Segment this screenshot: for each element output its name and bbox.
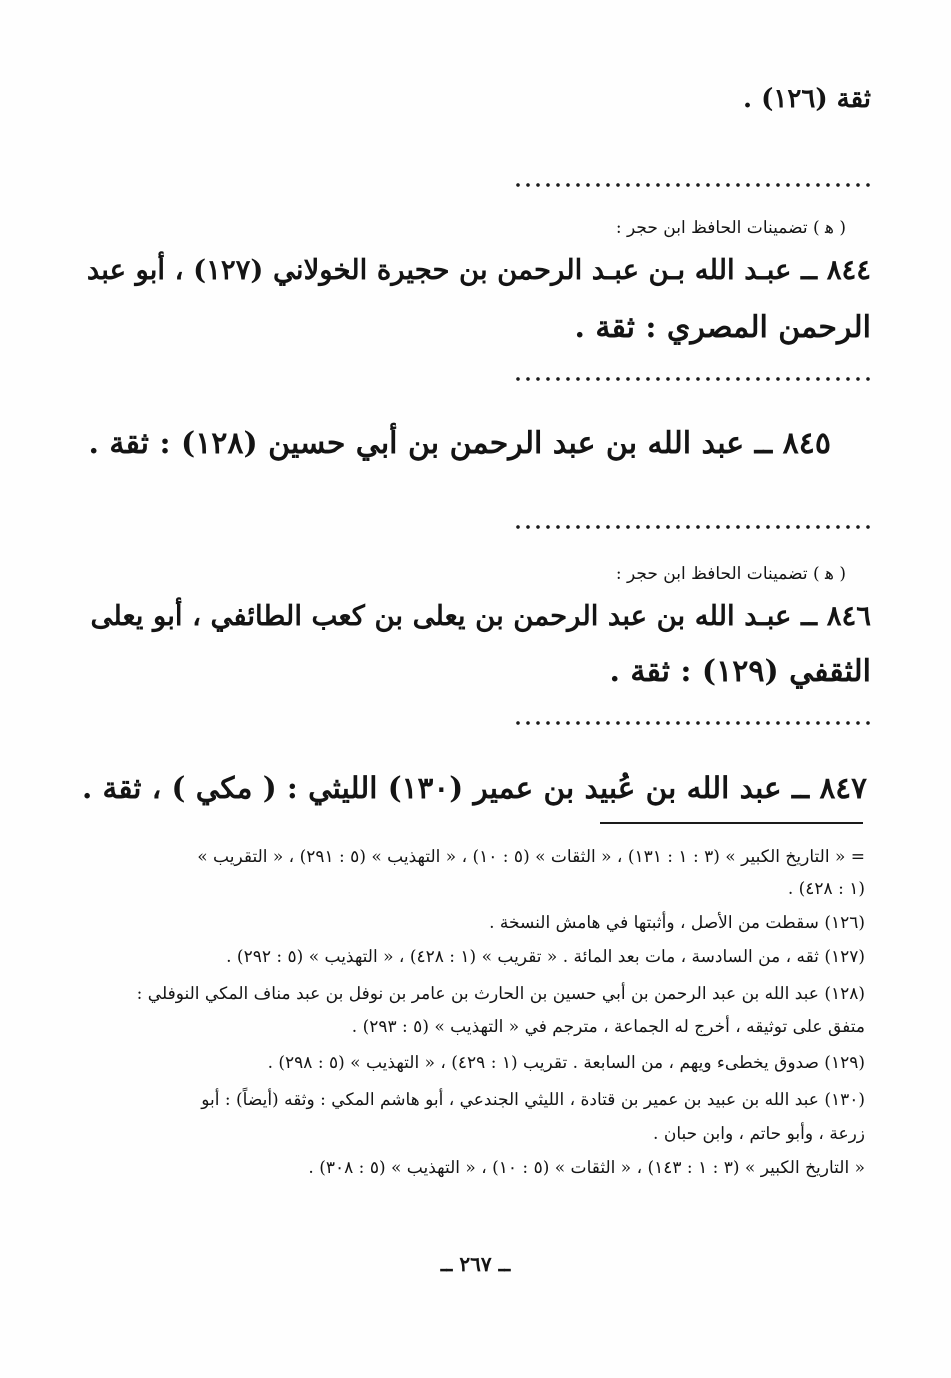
note-label: ( ﻫ ) تضمينات الحافظ ابن حجر : (615, 218, 846, 238)
footnote-continuation-line1: = « التاريخ الكبير » (٣ : ١ : ١٣١) ، « الثقات » (٥ : ١٠) ، « التهذيب » (٥ : ٢٩١) ، « التقريب » (197, 847, 865, 867)
footnote-rule (600, 822, 863, 824)
dotted-separator (513, 525, 873, 529)
footnote-126: (١٢٦) سقطت من الأصل ، وأثبتها في هامش النسخة . (489, 913, 865, 933)
footnote-130-line2: زرعة ، وأبو حاتم ، وابن حبان . (653, 1124, 865, 1144)
entry-845: ٨٤٥ ــ عبد الله بن عبد الرحمن بن أبي حسين (١٢٨) : ثقة . (88, 426, 831, 461)
page-number: ــ ٢٦٧ ــ (440, 1252, 511, 1276)
entry-844-line1: ٨٤٤ ــ عبـد الله بـن عبـد الرحمن بن حجيرة الخولاني (١٢٧) ، أبو عبد (86, 254, 871, 286)
footnote-129: (١٢٩) صدوق يخطىء ويهم ، من السابعة . تقريب (١ : ٤٢٩) ، « التهذيب » (٥ : ٢٩٨) . (267, 1053, 865, 1073)
dotted-separator (513, 721, 873, 725)
continuation-line: ثقة (١٢٦) . (743, 84, 871, 114)
entry-847: ٨٤٧ ــ عبد الله بن عُبيد بن عمير (١٣٠) الليثي : ( مكي ) ، ثقة . (81, 770, 867, 805)
footnote-128-line1: (١٢٨) عبد الله بن عبد الرحمن بن أبي حسين بن الحارث بن عامر بن نوفل بن عبد مناف المكي النوفلي : (136, 984, 865, 1004)
entry-846-line1: ٨٤٦ ــ عبـد الله بن عبد الرحمن بن يعلى بن كعب الطائفي ، أبو يعلى (90, 600, 871, 632)
note-label: ( ﻫ ) تضمينات الحافظ ابن حجر : (615, 564, 846, 584)
footnote-127: (١٢٧) ثقه ، من السادسة ، مات بعد المائة . « تقريب » (١ : ٤٢٨) ، « التهذيب » (٥ : ٢٩٢) . (226, 947, 865, 967)
footnote-130-line3: « التاريخ الكبير » (٣ : ١ : ١٤٣) ، « الثقات » (٥ : ١٠) ، « التهذيب » (٥ : ٣٠٨) . (308, 1158, 865, 1178)
dotted-separator (513, 183, 873, 187)
footnote-130-line1: (١٣٠) عبد الله بن عبيد بن عمير بن قتادة ، الليثي الجندعي ، أبو هاشم المكي : وثقه (أيضاً) : أبو (201, 1090, 865, 1110)
footnote-continuation-line2: (١ : ٤٢٨) . (787, 879, 865, 899)
dotted-separator (513, 377, 873, 381)
entry-846-line2: الثقفي (١٢٩) : ثقة . (609, 654, 871, 689)
footnote-128-line2: متفق على توثيقه ، أخرج له الجماعة ، مترجم في « التهذيب » (٥ : ٢٩٣) . (351, 1017, 865, 1037)
entry-844-line2: الرحمن المصري : ثقة . (574, 310, 871, 345)
